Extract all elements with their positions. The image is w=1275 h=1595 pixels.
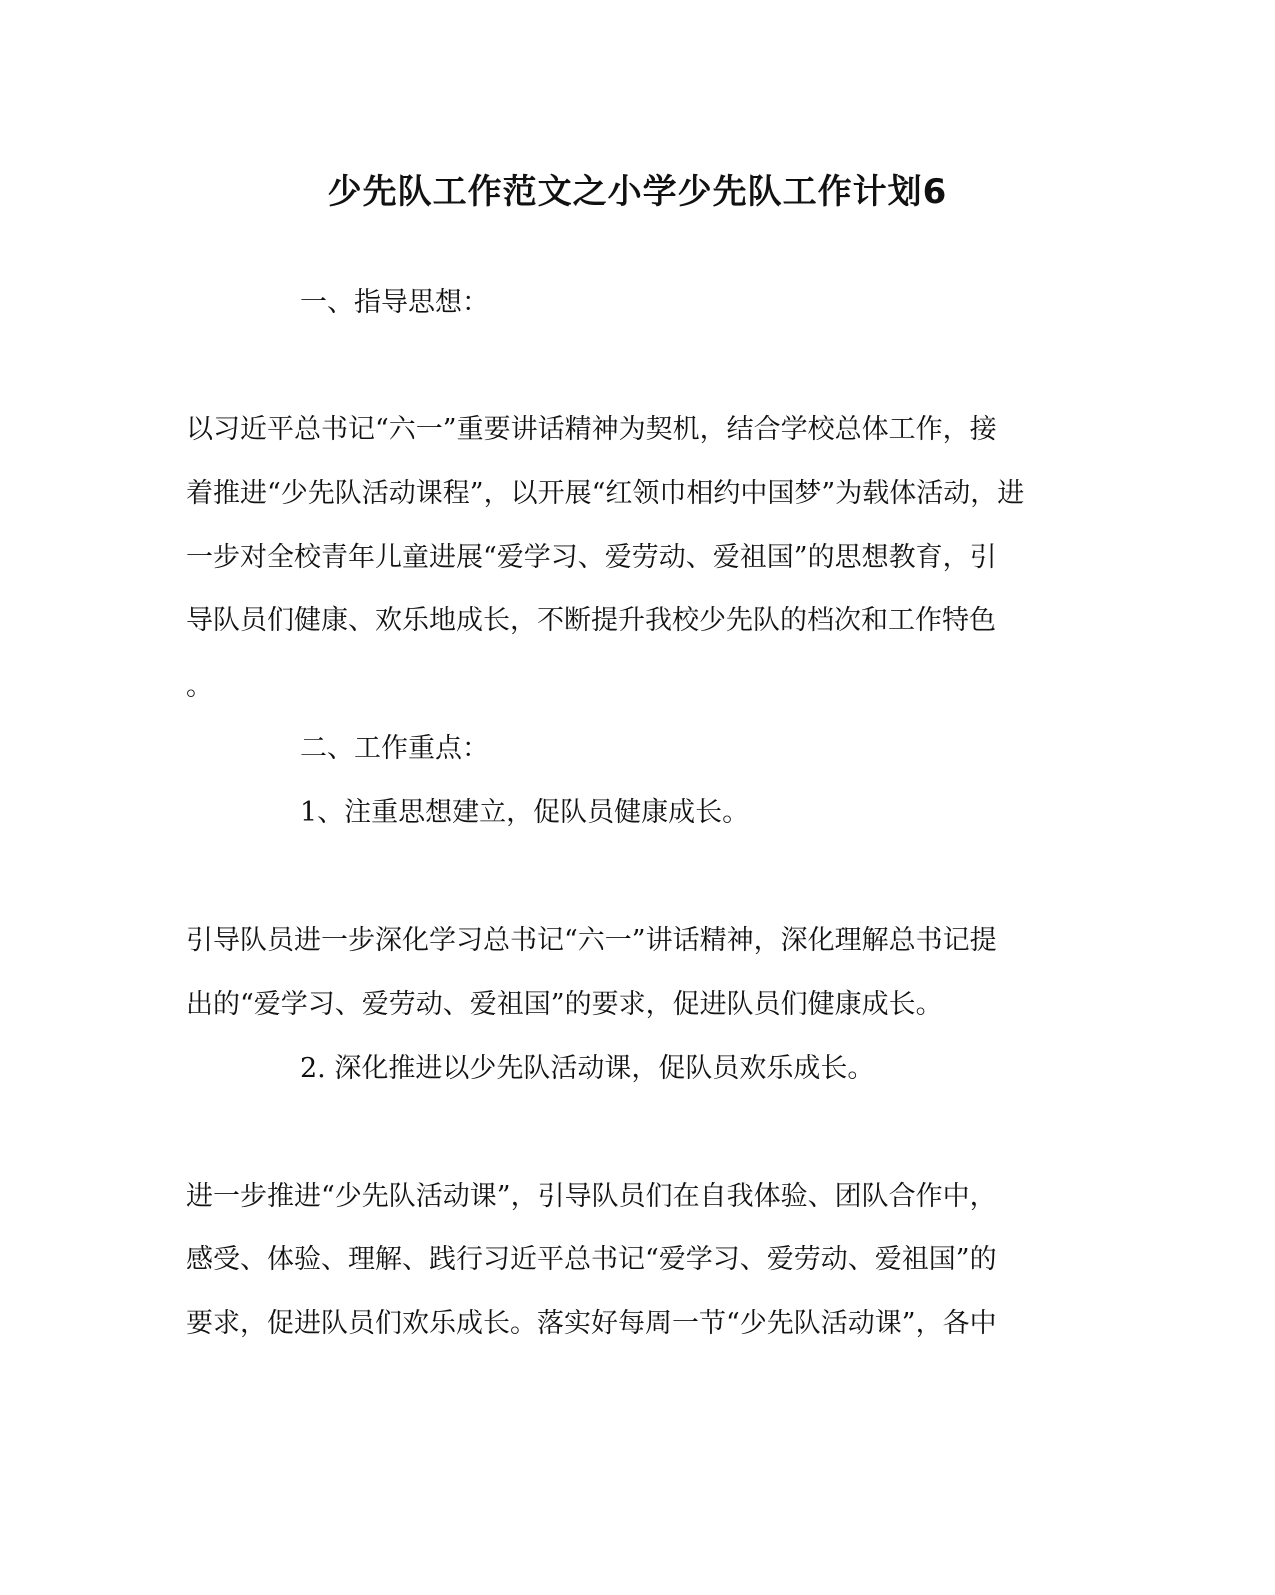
section1-heading: 一、指导思想：	[300, 287, 489, 318]
item1-line-1: 引导队员进一步深化学习总书记“六一”讲话精神，深化理解总书记提	[186, 925, 997, 956]
document-title: 少先队工作范文之小学少先队工作计划6	[327, 172, 948, 212]
item2-line-3: 要求，促进队员们欢乐成长。落实好每周一节“少先队活动课”，各中	[186, 1308, 997, 1339]
section1-line-2: 着推进“少先队活动课程”，以开展“红领巾相约中国梦”为载体活动，进	[186, 478, 1025, 509]
section2-heading: 二、工作重点：	[300, 733, 489, 764]
item2-heading: 2. 深化推进以少先队活动课，促队员欢乐成长。	[300, 1053, 875, 1084]
section1-line-3: 一步对全校青年儿童进展“爱学习、爱劳动、爱祖国”的思想教育，引	[186, 542, 997, 573]
item2-line-2: 感受、体验、理解、践行习近平总书记“爱学习、爱劳动、爱祖国”的	[186, 1244, 997, 1275]
section1-line-4: 导队员们健康、欢乐地成长，不断提升我校少先队的档次和工作特色	[186, 605, 996, 636]
section1-line-1: 以习近平总书记“六一”重要讲话精神为契机，结合学校总体工作，接	[186, 414, 997, 445]
item1-line-2: 出的“爱学习、爱劳动、爱祖国”的要求，促进队员们健康成长。	[186, 989, 943, 1020]
item1-heading: 1、注重思想建立，促队员健康成长。	[300, 797, 750, 828]
item2-line-1: 进一步推进“少先队活动课”，引导队员们在自我体验、团队合作中，	[186, 1181, 997, 1212]
section1-line-5: 。	[186, 671, 213, 702]
